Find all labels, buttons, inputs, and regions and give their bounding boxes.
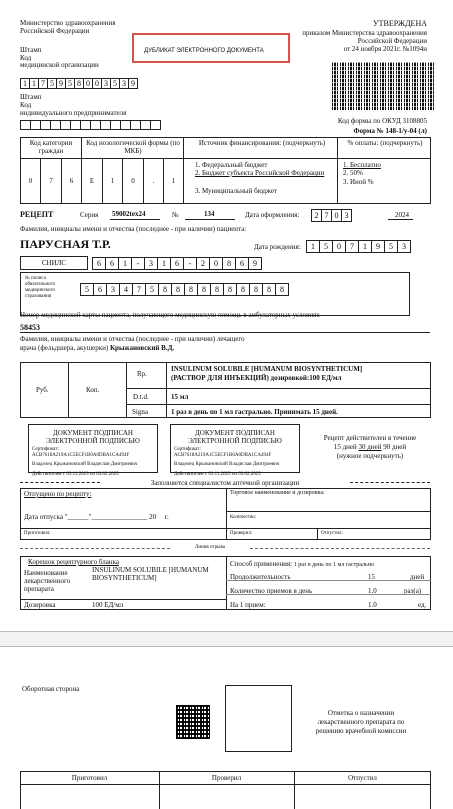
doctor-name: Крыжановский В.Д. [109,344,175,352]
order-line2: Российской Федерации [357,37,427,45]
cell: 7 [38,78,48,89]
cell: 2 [311,209,322,222]
med-org-code-cells [20,78,137,89]
cell: 1 [358,240,372,253]
approved-label: УТВЕРЖДЕНА [372,19,427,28]
cell: 8 [210,283,224,296]
birth-date-cells [306,240,410,253]
cell: 5 [110,78,120,89]
cell: 2 [196,257,210,270]
drug-name-1: INSULINUM SOLUBILE [HUMANUM BIOSYNTHETICUM] [171,365,363,373]
code-label: Код [20,54,32,62]
signature-box-2: ДОКУМЕНТ ПОДПИСАН ЭЛЕКТРОННОЙ ПОДПИСЬЮ Сертификат: ACB7618A219A1C5ECF1B0A0DBA1CA494F Владелец Крыжановский Владислав Дмитриевич Действителен с 03.11.2023 по 03.02.2025 [170,424,300,473]
patient-name: ПАРУСНАЯ Т.Р. [20,237,111,251]
drug-dtd: 15 мл [171,393,189,401]
cell: 7 [132,283,146,296]
col-category: Код категории граждан [29,139,73,155]
cell: 6 [92,257,106,270]
back-title: Оборотная сторона [22,685,80,693]
prescription-back: Оборотная сторона Отметка о назначении лекарственного препарата по решению врачебной комиссии Приготовил Проверил Отпустил [0,646,453,809]
ministry-line1: Министерство здравоохранения [20,19,116,27]
snils-label: СНИЛС [41,259,67,267]
prescription-front: Министерство здравоохранения Российской Федерации УТВЕРЖДЕНА приказом Министерства здравоохранения Российской Федерации от 24 ноября 2021г. №1094н ДУБЛИКАТ ЭЛЕКТРОННОГО ДОКУМЕНТА Штамп Код медицинской организации 1 1 7 5 9 5 8 0 0 3 5 3 9 Штамп Код индивидуального предпринимателя Код формы по ОКУД 3108805 Форма № 148-1/у-04 (л) Код категории граждан Код нозологической формы (по МКБ) Источник финансирования: (подчеркнуть) % оплаты: (подчеркнуть) 0 7 6 E 1 0 . 1 1. Федеральный бюджет 2. Бюджет субъекта Российской Федерации 3. Муниципальный бюджет 1. Бесплатно 2. 50% 3. Иной % РЕЦЕПТ Серия 59002tex24 № 134 Дата оформления: 2 7 0 3 2024 Фамилия, инициалы имени и отчества (последнее - при наличии) пациента: ПАРУСНАЯ Т.Р. Дата рождения: 1 5 0 7 1 9 5 3 СНИЛС 6 6 1 - 3 1 6 - 2 0 8 6 9 № полиса обязательного медицинского страхования 5 6 3 4 7 5 8 8 8 8 8 8 8 8 8 8 Номер медицинской карты пациента, получающего медицинскую помощь в амбулаторных условиях 58453 Фамилия, инициалы имени и отчества (последнее - при наличии) лечащего врача (фельдшера, акушерки) Крыжановский В.Д. Руб. Коп. Rp. D.t.d. Signa INSULINUM SOLUBILE [HUMANUM BIOSYNTHETICUM] (РАСТВОР ДЛЯ ИНЪЕКЦИЙ) дозировкой:100 ЕД/мл 15 мл 1 раз в день по 1 мл гастрально. Принимать 15 дней. ДОКУМЕНТ ПОДПИСАН ЭЛЕКТРОННОЙ ПОДПИСЬЮ Сертификат: ACB7618A219A1C5ECF1B0A0DBA1CA494F Владелец Крыжановский Владислав Дмитриевич Действителен с 03.11.2023 по 03.02.2025 ДОКУМЕНТ ПОДПИСАН ЭЛЕКТРОННОЙ ПОДПИСЬЮ Сертификат: ACB7618A219A1C5ECF1B0A0DBA1CA494F Владелец Крыжановский Владислав Дмитриевич Действителен с 03.11.2023 по 03.02.2025 Рецепт действителен в течение 15 дней 30 дней 90 дней (нужное подчеркнуть) Заполняется специалистом аптечной организации Отпущено по рецепту: Торговое наименование и дозировка: Дата отпуска "______"________________ 20 г. Количество: Приготовил: Проверил: Отпустил: Линия отрыва Корешок рецептурного бланка Наименование лекарственного препарата INSULINUM SOLUBILE [HUMANUM BIOSYNTHETICUM] Дозировка 100 ЕД/мл Способ применения: 1 раз в день по 1 мл гастрально Продолжительность 15 дней Количество приемов в день 1.0 раз(а) На 1 прием: 1.0 ед. [0,0,453,632]
cell: 6 [105,257,119,270]
cell: - [183,257,197,270]
cell [150,120,161,130]
ministry-line2: Российской Федерации [20,27,90,35]
cell: 8 [184,283,198,296]
snils-cells [92,257,261,270]
code-label-2: Код [20,101,32,109]
cell: 3 [341,209,352,222]
recipe-label: РЕЦЕПТ [20,210,54,219]
cell: 1 [157,257,171,270]
patient-label: Фамилия, инициалы имени и отчества (последнее - при наличии) пациента: [20,225,247,233]
cell: 8 [74,78,84,89]
med-org-label: медицинской организации [20,61,99,69]
drug-signa: 1 раз в день по 1 мл гастрально. Принимать 15 дней. [171,408,338,416]
cell: 9 [248,257,262,270]
cell: 8 [236,283,250,296]
cell: 8 [249,283,263,296]
policy-label: № полиса обязательного медицинского страхования [25,276,56,299]
cell: 5 [145,283,159,296]
duplicate-stamp: ДУБЛИКАТ ЭЛЕКТРОННОГО ДОКУМЕНТА [132,33,290,63]
drug-name-2: (РАСТВОР ДЛЯ ИНЪЕКЦИЙ) дозировкой:100 ЕД/мл [171,374,342,382]
entrepreneur-code-cells [20,120,160,130]
col-finance: Источник финансирования: (подчеркнуть) [198,139,326,147]
cell: 0 [332,240,346,253]
form-label: Форма № 148-1/у-04 (л) [353,127,427,135]
okud-label: Код формы по ОКУД 3108805 [337,117,427,125]
cell: 7 [321,209,332,222]
recipe-date-cells [311,209,351,222]
qr-code [176,705,210,739]
cell: 5 [319,240,333,253]
pharmacy-fill-label: Заполняется специалистом аптечной организации [150,479,300,487]
cell: 1 [29,78,39,89]
cell: 3 [144,257,158,270]
recipe-series: 59002tex24 [112,210,146,218]
cell: 0 [331,209,342,222]
cell: 8 [197,283,211,296]
stamp-label: Штамп [20,46,42,54]
recipe-number: 134 [204,210,215,218]
cell: 6 [170,257,184,270]
cell: 0 [209,257,223,270]
cell: 0 [83,78,93,89]
cell: 1 [20,78,30,89]
order-line3: от 24 ноября 2021г. №1094н [343,45,427,53]
cell: 3 [106,283,120,296]
stub-dosage: 100 ЕД/мл [92,601,124,609]
commission-box [225,685,292,752]
cell: 8 [222,257,236,270]
stub-drug-name: INSULINUM SOLUBILE [HUMANUM BIOSYNTHETICUM] [92,566,209,582]
card-label: Номер медицинской карты пациента, получающего медицинскую помощь в амбулаторных условиях [20,311,320,319]
cell: 4 [119,283,133,296]
cell: - [131,257,145,270]
card-number: 58453 [20,323,40,332]
col-mkb: Код нозологической формы (по МКБ) [86,139,180,155]
cell: 1 [306,240,320,253]
cell: 3 [101,78,111,89]
cell: 7 [345,240,359,253]
barcode [332,62,436,110]
entrepreneur-label: индивидуального предпринимателя [20,109,127,117]
cell: 8 [275,283,289,296]
cell: 0 [92,78,102,89]
cell: 5 [65,78,75,89]
policy-cells [80,283,288,296]
cell: 9 [128,78,138,89]
cell: 5 [47,78,57,89]
cell: 9 [371,240,385,253]
signature-box-1: ДОКУМЕНТ ПОДПИСАН ЭЛЕКТРОННОЙ ПОДПИСЬЮ Сертификат: ACB7618A219A1C5ECF1B0A0DBA1CA494F Владелец Крыжановский Владислав Дмитриевич Действителен с 03.11.2023 по 03.02.2025 [28,424,158,473]
order-line1: приказом Министерства здравоохранения [302,29,427,37]
cell: 5 [384,240,398,253]
cell: 8 [171,283,185,296]
cell: 5 [80,283,94,296]
cell: 8 [223,283,237,296]
cell: 6 [235,257,249,270]
cell: 3 [397,240,411,253]
cell: 3 [119,78,129,89]
cell: 6 [93,283,107,296]
stamp-label-2: Штамп [20,93,42,101]
col-payment: % оплаты: (подчеркнуть) [347,139,423,147]
cell: 8 [158,283,172,296]
cell: 8 [262,283,276,296]
cell: 9 [56,78,66,89]
cell: 1 [118,257,132,270]
